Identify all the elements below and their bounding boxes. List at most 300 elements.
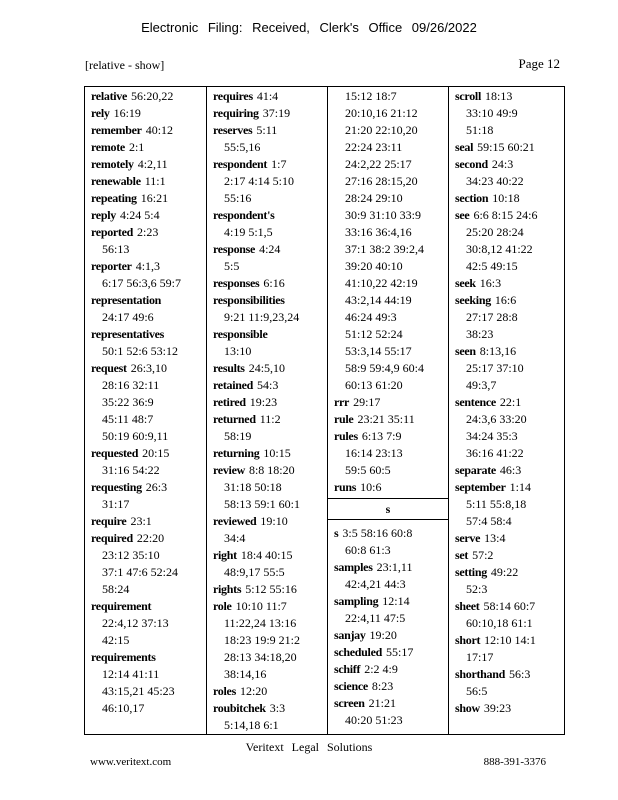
index-entry [91,479,200,513]
index-entry-line [455,547,558,564]
index-entry-line [213,105,321,122]
index-entry-line [334,428,442,445]
index-entry [334,479,442,496]
index-entry-line [91,88,200,105]
index-column-1 [85,87,206,734]
index-entry [334,428,442,479]
page-references-continued: 39:20 40:10 [345,259,403,273]
page-references: 6:6 8:15 24:6 [473,208,538,222]
index-term: rely [91,106,110,120]
index-entry [455,666,558,700]
index-entry [334,394,442,411]
page-references: 24:3 [491,157,514,171]
index-term: remotely [91,157,134,171]
page-references: 10:10 11:7 [235,599,287,613]
index-entry-line [334,559,442,576]
index-entry-line [334,661,442,678]
page-references: 49:22 [490,565,519,579]
index-term: repeating [91,191,137,205]
index-entry [91,105,200,122]
page-references: 11:2 [259,412,281,426]
index-entry-line [213,122,321,139]
index-term: respondent's [213,208,275,222]
index-entry-line [213,394,321,411]
page-references-continued: 4:19 5:1,5 [224,225,273,239]
index-term: rules [334,429,358,443]
page-references-continued: 17:17 [466,650,494,664]
index-entry [91,649,200,717]
index-term: seek [455,276,476,290]
page-references-continued: 45:11 48:7 [102,412,154,426]
index-term: response [213,242,256,256]
page-references-continued: 27:17 28:8 [466,310,518,324]
index-entry-line [213,292,321,309]
index-term: shorthand [455,667,505,681]
page-references: 11:1 [144,174,166,188]
index-term: seen [455,344,476,358]
index-entry [91,224,200,258]
page-references: 10:15 [263,446,291,460]
page-references-continued: 38:23 [466,327,494,341]
page-references: 8:23 [371,679,394,693]
index-term: sentence [455,395,496,409]
index-entry-line [455,632,558,649]
index-entry-line [91,207,200,224]
page-references-continued: 36:16 41:22 [466,446,524,460]
index-entry-line [213,88,321,105]
index-column-4 [448,87,564,734]
page-references: 23:1,11 [376,560,413,574]
page-references-continued: 24:17 49:6 [102,310,154,324]
index-term: representatives [91,327,165,341]
index-entry [455,530,558,547]
page-references: 19:23 [249,395,278,409]
footer-website: www.veritext.com [90,756,172,768]
page-references: 16:19 [113,106,141,120]
page-references: 22:1 [499,395,522,409]
index-entry [334,661,442,678]
index-term: requested [91,446,139,460]
index-term: request [91,361,127,375]
page-references: 26:3 [145,480,168,494]
index-entry-line [91,649,200,666]
page-references: 2:23 [137,225,159,239]
index-entry-line [455,462,558,479]
index-term: responses [213,276,260,290]
index-entry-line [213,241,321,258]
index-entry [91,445,200,479]
index-entry-line [91,530,200,547]
page-references-continued: 50:1 52:6 53:12 [102,344,179,358]
page-references-continued: 56:5 [466,684,488,698]
page-references-continued: 2:17 4:14 5:10 [224,174,295,188]
page-references-continued: 5:11 55:8,18 [466,497,527,511]
index-term: show [455,701,480,715]
index-entry [213,122,321,156]
page-references-continued: 30:9 31:10 33:9 [345,208,422,222]
index-entry-line [213,683,321,700]
index-entry-line [455,207,558,224]
index-entry-line [334,479,442,496]
index-term: responsibilities [213,293,285,307]
index-term: samples [334,560,373,574]
page-references-continued: 58:19 [224,429,252,443]
page-references: 6:13 7:9 [361,429,402,443]
index-term: requiring [213,106,259,120]
index-term: sanjay [334,628,366,642]
index-entry-line [213,700,321,717]
page-references-continued: 51:18 [466,123,494,137]
page-references: 2:1 [128,140,145,154]
index-entry-line [91,156,200,173]
index-term: roubitchek [213,701,266,715]
page-references-continued: 56:13 [102,242,130,256]
index-term: short [455,633,481,647]
index-term: require [91,514,127,528]
page-references: 3:3 [269,701,286,715]
page-references: 54:3 [257,378,279,392]
index-entry [334,593,442,627]
page-references: 16:6 [494,293,517,307]
page-references: 3:5 58:16 60:8 [342,526,413,540]
page-references: 4:24 5:4 [119,208,160,222]
page-references-continued: 21:20 22:10,20 [345,123,418,137]
page-references-continued: 22:4,12 37:13 [102,616,169,630]
index-term: schiff [334,662,361,676]
index-entry [334,644,442,661]
index-term: respondent [213,157,268,171]
page-references: 24:5,10 [248,361,286,375]
index-term: rights [213,582,242,596]
index-entry-line [91,479,200,496]
page-references-continued: 37:1 47:6 52:24 [102,565,179,579]
index-term: set [455,548,469,562]
index-entry [213,445,321,462]
index-term: requires [213,89,253,103]
page-references-continued: 28:24 29:10 [345,191,403,205]
index-entry [455,88,558,139]
page-references: 12:20 [239,684,268,698]
page-references: 58:14 60:7 [483,599,536,613]
index-entry [213,292,321,326]
index-term: remember [91,123,142,137]
page-references: 56:3 [509,667,531,681]
index-entry [91,292,200,326]
index-entry [334,525,442,559]
page-references: 6:16 [263,276,285,290]
page-references: 18:4 40:15 [240,548,293,562]
page-references-continued: 31:16 54:22 [102,463,160,477]
page-references-continued: 42:5 49:15 [466,259,518,273]
page-references-continued: 53:3,14 55:17 [345,344,412,358]
index-entry [455,394,558,462]
index-term: reply [91,208,116,222]
page-references: 10:6 [360,480,382,494]
index-entry [91,598,200,649]
page-references-continued: 5:14,18 6:1 [224,718,279,732]
page-references: 16:3 [479,276,502,290]
index-entry [455,598,558,632]
index-entry-line [91,513,200,530]
index-entry-line [91,139,200,156]
index-term: reserves [213,123,253,137]
filing-stamp-header: Electronic Filing: Received, Clerk's Office 09/26/2022 [141,20,477,35]
index-term: requirements [91,650,156,664]
index-entry-line [455,275,558,292]
index-term: scroll [455,89,481,103]
index-entry-line [91,258,200,275]
index-entry [455,700,558,717]
index-entry-line [213,360,321,377]
index-term: renewable [91,174,141,188]
index-entry [455,479,558,530]
index-term: rrr [334,395,350,409]
index-entry-line [334,627,442,644]
page-references: 56:20,22 [131,89,174,103]
index-entry-line [455,564,558,581]
page-references-continued: 42:4,21 44:3 [345,577,406,591]
index-entry [213,360,321,377]
index-term: seal [455,140,474,154]
page-references: 37:19 [262,106,291,120]
page-references-continued: 50:19 60:9,11 [102,429,169,443]
index-entry [91,173,200,190]
index-entry-line [455,700,558,717]
page-references-continued: 46:10,17 [102,701,145,715]
index-entry-line [91,122,200,139]
index-term: requesting [91,480,142,494]
page-references-continued: 23:12 35:10 [102,548,160,562]
page-references: 13:4 [484,531,506,545]
index-term: section [455,191,489,205]
index-entry-line [213,207,321,224]
index-entry-line [213,547,321,564]
index-term: separate [455,463,496,477]
index-entry-line [213,156,321,173]
index-entry-line [213,411,321,428]
footer-phone: 888-391-3376 [483,756,546,768]
page-references: 5:11 [256,123,278,137]
index-term: seeking [455,293,491,307]
index-entry-line [455,479,558,496]
index-entry-line [213,275,321,292]
index-term: required [91,531,133,545]
index-entry-line [455,598,558,615]
page-references: 1:7 [271,157,287,171]
index-entry-line [213,513,321,530]
index-entry [455,343,558,394]
page-references-continued: 18:23 19:9 21:2 [224,633,301,647]
index-entry-line [334,678,442,695]
page-references-continued: 55:16 [224,191,252,205]
footer-company: Veritext Legal Solutions [245,740,373,754]
page-number: Page 12 [518,56,560,71]
page-references: 26:3,10 [130,361,168,375]
index-term: s [334,526,339,540]
index-term: see [455,208,470,222]
page-references-continued: 51:12 52:24 [345,327,403,341]
index-entry-line [213,581,321,598]
index-entry-line [334,644,442,661]
index-term: runs [334,480,357,494]
index-entry [455,139,558,156]
page-references-continued: 35:22 36:9 [102,395,154,409]
index-term: review [213,463,245,477]
page-references: 1:14 [509,480,531,494]
index-term: reviewed [213,514,257,528]
index-entry [213,326,321,360]
page-references-continued: 49:3,7 [466,378,497,392]
page-references-continued: 58:24 [102,582,130,596]
index-entry-line [213,462,321,479]
page-references-continued: 46:24 49:3 [345,310,397,324]
page-references-continued: 34:23 40:22 [466,174,524,188]
index-entry [334,627,442,644]
page-references: 40:12 [145,123,174,137]
index-term: scheduled [334,645,382,659]
page-references-continued: 37:1 38:2 39:2,4 [345,242,425,256]
page-references: 18:13 [484,89,513,103]
index-entry [213,700,321,734]
index-term: rule [334,412,354,426]
index-entry [91,258,200,292]
page-references-continued: 40:20 51:23 [345,713,403,727]
index-entry [213,275,321,292]
index-entry-line [455,666,558,683]
index-entry-line [213,326,321,343]
page-references-continued: 48:9,17 55:5 [224,565,285,579]
index-entry [455,207,558,275]
page-references-continued: 55:5,16 [224,140,261,154]
index-entry [334,678,442,695]
index-entry [455,462,558,479]
index-entry [91,360,200,445]
index-entry [455,547,558,564]
index-entry [91,88,200,105]
index-entry [91,530,200,598]
page-references-continued: 31:17 [102,497,130,511]
index-term: sampling [334,594,379,608]
page-references-continued: 58:13 59:1 60:1 [224,497,301,511]
page-references-continued: 59:5 60:5 [345,463,391,477]
index-entry [455,292,558,343]
index-entry-line [91,598,200,615]
page-references-continued: 60:10,18 61:1 [466,616,533,630]
page-references-continued: 28:16 32:11 [102,378,160,392]
index-column-3 [327,87,448,734]
index-term: right [213,548,237,562]
index-entry-line [91,445,200,462]
page-references: 2:2 4:9 [364,662,398,676]
index-term: retained [213,378,254,392]
page-references-continued: 33:16 36:4,16 [345,225,412,239]
index-term: requirement [91,599,152,613]
page-references: 55:17 [385,645,414,659]
page-references-continued: 11:22,24 13:16 [224,616,297,630]
page-references: 22:20 [136,531,165,545]
index-entry-line [334,411,442,428]
page-references: 39:23 [483,701,512,715]
index-entry-line [213,598,321,615]
index-term: screen [334,696,365,710]
index-entry-line [334,525,442,542]
index-entry-line [91,360,200,377]
index-entry [91,139,200,156]
index-entry-line [455,292,558,309]
page-references-continued: 60:8 61:3 [345,543,391,557]
page-references-continued: 16:14 23:13 [345,446,403,460]
page-references: 12:10 14:1 [484,633,536,647]
index-term: september [455,480,506,494]
index-entry [455,632,558,666]
index-entry [213,683,321,700]
index-term: returning [213,446,260,460]
page-references: 19:10 [260,514,288,528]
page-references: 46:3 [499,463,522,477]
page-references-continued: 12:14 41:11 [102,667,160,681]
index-term: setting [455,565,487,579]
page-references-continued: 33:10 49:9 [466,106,518,120]
index-entry [334,559,442,593]
index-entry-line [334,394,442,411]
page-references: 16:21 [140,191,169,205]
index-entry [455,190,558,207]
index-term: returned [213,412,256,426]
page-references-continued: 41:10,22 42:19 [345,276,418,290]
page-references-continued: 34:24 35:3 [466,429,518,443]
index-entry [213,394,321,411]
index-entry-line [91,105,200,122]
page-references: 23:1 [130,514,152,528]
page-references: 10:18 [492,191,520,205]
page-references-continued: 22:24 23:11 [345,140,403,154]
page-references-continued: 27:16 28:15,20 [345,174,418,188]
index-entry-line [213,377,321,394]
index-entry-line [91,224,200,241]
page-references: 57:2 [472,548,494,562]
page-references: 4:1,3 [135,259,161,273]
index-entry [334,411,442,428]
index-term: second [455,157,488,171]
index-entry [455,564,558,598]
index-term: remote [91,140,125,154]
page-references-continued: 43:2,14 44:19 [345,293,412,307]
index-term: relative [91,89,128,103]
page-references-continued: 25:17 37:10 [466,361,524,375]
index-entry-line [455,530,558,547]
index-term: reported [91,225,134,239]
index-entry [213,598,321,683]
index-entry [213,462,321,513]
index-entry [455,275,558,292]
page-references: 4:2,11 [137,157,168,171]
page-references-continued: 43:15,21 45:23 [102,684,175,698]
page-references-continued: 60:13 61:20 [345,378,403,392]
page-references-continued: 25:20 28:24 [466,225,524,239]
page-references: 12:14 [382,594,410,608]
index-term: representation [91,293,162,307]
index-entry-line [455,88,558,105]
page-references-continued: 15:12 18:7 [345,89,397,103]
index-entry-line [455,156,558,173]
page-references-continued: 9:21 11:9,23,24 [224,310,300,324]
index-entry [213,581,321,598]
index-entry [213,156,321,207]
page-references-continued: 13:10 [224,344,252,358]
page-references: 5:12 55:16 [245,582,297,596]
index-term: serve [455,531,481,545]
page-references-continued: 58:9 59:4,9 60:4 [345,361,425,375]
